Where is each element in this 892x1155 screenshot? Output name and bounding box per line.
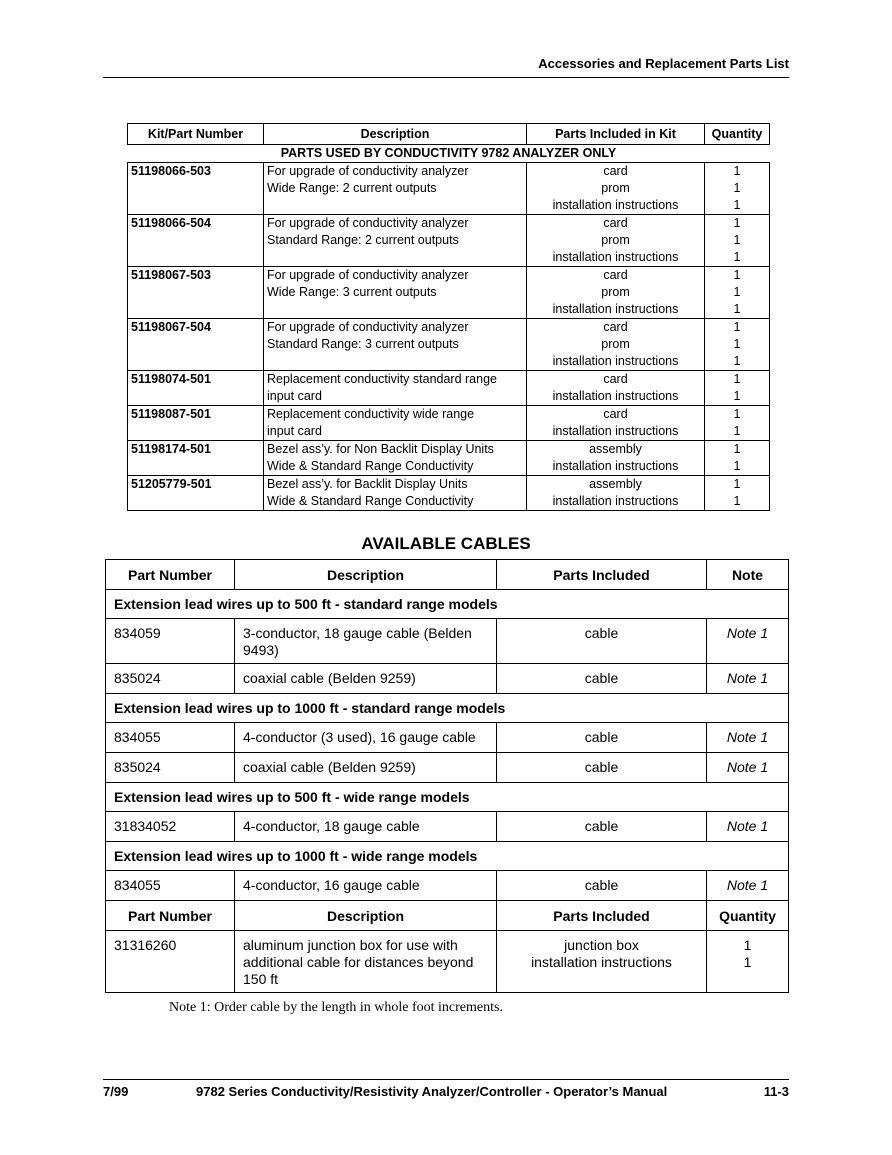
kit-quantity: 1: [705, 301, 770, 319]
cable-note: Note 1: [707, 871, 789, 901]
kit-parts-included: installation instructions: [527, 353, 705, 371]
cable-section-title: Extension lead wires up to 1000 ft - wide range models: [106, 842, 789, 871]
kit-description: Wide Range: 3 current outputs: [264, 284, 527, 301]
cable-description: 4-conductor, 16 gauge cable: [235, 871, 497, 901]
cables-col-description: Description: [235, 560, 497, 590]
cable-description: 3-conductor, 18 gauge cable (Belden 9493): [235, 619, 497, 664]
kit-part-number: [128, 301, 264, 319]
kit-parts-included: installation instructions: [527, 388, 705, 406]
kit-part-number: [128, 423, 264, 441]
cables2-col-description: Description: [235, 901, 497, 931]
kits-body: [128, 145, 770, 511]
kit-quantity: 1: [705, 319, 770, 337]
kit-row: [128, 423, 770, 441]
kit-row: [128, 284, 770, 301]
kit-row: [128, 441, 770, 459]
cables-title: AVAILABLE CABLES: [361, 534, 531, 553]
kit-part-number: [128, 388, 264, 406]
kit-row: [128, 249, 770, 267]
kit-part-number: [128, 493, 264, 511]
cable-parts-included: cable: [497, 812, 707, 842]
kit-description: For upgrade of conductivity analyzer: [264, 163, 527, 181]
kit-row: [128, 319, 770, 337]
kit-part-number: 51205779-501: [128, 476, 264, 494]
cables2-col-parts: Parts Included: [497, 901, 707, 931]
kit-quantity: 1: [705, 371, 770, 389]
kits-header-row: [128, 124, 770, 145]
kit-description: [264, 197, 527, 215]
cable-description: coaxial cable (Belden 9259): [235, 753, 497, 783]
kit-part-number: 51198067-504: [128, 319, 264, 337]
kit-row: [128, 476, 770, 494]
kits-col-quantity: Quantity: [705, 124, 770, 145]
kit-parts-included: card: [527, 163, 705, 181]
kit-quantity: 1: [705, 284, 770, 301]
section-header: Accessories and Replacement Parts List: [538, 56, 789, 71]
cable-parts-included: cable: [497, 753, 707, 783]
kit-parts-included: installation instructions: [527, 301, 705, 319]
cables-header-row-2: [106, 901, 789, 931]
kits-col-part: Kit/Part Number: [128, 124, 264, 145]
footer-divider: [103, 1079, 789, 1080]
junction-part-number: 31316260: [106, 931, 235, 993]
kit-description: Wide Range: 2 current outputs: [264, 180, 527, 197]
cable-parts-included: cable: [497, 664, 707, 694]
junction-part-line: junction box: [564, 937, 639, 953]
kit-parts-included: installation instructions: [527, 493, 705, 511]
cables-col-note: Note: [707, 560, 789, 590]
kits-section-row: [128, 145, 770, 163]
kit-part-number: [128, 232, 264, 249]
kit-quantity: 1: [705, 197, 770, 215]
kit-row: [128, 180, 770, 197]
kit-description: Bezel ass’y. for Non Backlit Display Units: [264, 441, 527, 459]
cable-section-title: Extension lead wires up to 1000 ft - standard range models: [106, 694, 789, 723]
kit-parts-included: card: [527, 215, 705, 233]
cable-parts-included: cable: [497, 723, 707, 753]
kit-description: Replacement conductivity standard range: [264, 371, 527, 389]
kit-parts-included: prom: [527, 180, 705, 197]
kit-row: [128, 163, 770, 181]
kit-row: [128, 458, 770, 476]
kit-quantity: 1: [705, 249, 770, 267]
kit-description: Wide & Standard Range Conductivity: [264, 458, 527, 476]
cable-part-number: 834055: [106, 871, 235, 901]
cable-row: [106, 753, 789, 783]
kit-part-number: [128, 458, 264, 476]
cables-header-row: [106, 560, 789, 590]
kit-quantity: 1: [705, 406, 770, 424]
kit-part-number: 51198074-501: [128, 371, 264, 389]
kit-parts-included: card: [527, 406, 705, 424]
kit-description: Replacement conductivity wide range: [264, 406, 527, 424]
footer-date: 7/99: [103, 1084, 129, 1099]
cable-part-number: 834055: [106, 723, 235, 753]
kit-parts-included: card: [527, 319, 705, 337]
header-divider: [103, 77, 789, 78]
kit-description: For upgrade of conductivity analyzer: [264, 215, 527, 233]
kit-description: Bezel ass’y. for Backlit Display Units: [264, 476, 527, 494]
kit-description: input card: [264, 423, 527, 441]
junction-box-row: [106, 931, 789, 993]
cables2-col-quantity: Quantity: [707, 901, 789, 931]
kit-description: [264, 353, 527, 371]
kit-parts-included: prom: [527, 336, 705, 353]
cable-note: Note 1: [707, 812, 789, 842]
kit-part-number: [128, 336, 264, 353]
cable-note: Note 1: [707, 753, 789, 783]
junction-description: aluminum junction box for use with additional cable for distances beyond 150 ft: [235, 931, 497, 993]
cable-part-number: 31834052: [106, 812, 235, 842]
kit-description: For upgrade of conductivity analyzer: [264, 319, 527, 337]
cable-description: 4-conductor, 18 gauge cable: [235, 812, 497, 842]
cable-section-row: [106, 842, 789, 871]
kit-description: Standard Range: 3 current outputs: [264, 336, 527, 353]
kit-part-number: [128, 353, 264, 371]
kit-row: [128, 197, 770, 215]
footer-manual-title: 9782 Series Conductivity/Resistivity Analyzer/Controller - Operator’s Manual: [196, 1084, 668, 1099]
cables-table: [105, 559, 789, 993]
cable-description: 4-conductor (3 used), 16 gauge cable: [235, 723, 497, 753]
cable-parts-included: cable: [497, 619, 707, 664]
cable-section-title: Extension lead wires up to 500 ft - wide range models: [106, 783, 789, 812]
kit-row: [128, 267, 770, 285]
kit-part-number: 51198067-503: [128, 267, 264, 285]
cables-body: [106, 560, 789, 993]
cable-row: [106, 619, 789, 664]
kit-row: [128, 353, 770, 371]
kit-parts-included: card: [527, 267, 705, 285]
kit-part-number: [128, 249, 264, 267]
kit-quantity: 1: [705, 388, 770, 406]
kit-part-number: [128, 197, 264, 215]
kit-part-number: 51198066-504: [128, 215, 264, 233]
cable-note: Note 1: [707, 664, 789, 694]
kit-part-number: [128, 284, 264, 301]
kit-parts-included: card: [527, 371, 705, 389]
cables2-col-part: Part Number: [106, 901, 235, 931]
cables-col-parts: Parts Included: [497, 560, 707, 590]
kit-row: [128, 301, 770, 319]
cable-row: [106, 871, 789, 901]
kit-description: For upgrade of conductivity analyzer: [264, 267, 527, 285]
kits-table: [127, 123, 770, 511]
cable-row: [106, 664, 789, 694]
footnote: Note 1: Order cable by the length in whole foot increments.: [169, 1000, 503, 1015]
kit-parts-included: assembly: [527, 441, 705, 459]
kit-row: [128, 232, 770, 249]
kit-row: [128, 406, 770, 424]
junction-parts-included: [497, 931, 707, 993]
kit-quantity: 1: [705, 267, 770, 285]
kit-quantity: 1: [705, 493, 770, 511]
kit-parts-included: installation instructions: [527, 249, 705, 267]
junction-qty-line: 1: [743, 937, 752, 953]
cable-note: Note 1: [707, 619, 789, 664]
kit-parts-included: prom: [527, 284, 705, 301]
kit-parts-included: installation instructions: [527, 458, 705, 476]
cable-section-title: Extension lead wires up to 500 ft - standard range models: [106, 590, 789, 619]
kit-row: [128, 371, 770, 389]
cable-section-row: [106, 694, 789, 723]
kits-col-description: Description: [264, 124, 527, 145]
kit-description: input card: [264, 388, 527, 406]
junction-quantity: [707, 931, 789, 993]
kit-quantity: 1: [705, 163, 770, 181]
junction-qty-line: 1: [743, 954, 752, 970]
kit-quantity: 1: [705, 180, 770, 197]
kit-description: [264, 301, 527, 319]
cable-part-number: 834059: [106, 619, 235, 664]
cable-section-row: [106, 783, 789, 812]
kit-description: Standard Range: 2 current outputs: [264, 232, 527, 249]
cable-part-number: 835024: [106, 753, 235, 783]
kit-part-number: 51198174-501: [128, 441, 264, 459]
cable-row: [106, 812, 789, 842]
kit-row: [128, 493, 770, 511]
kit-row: [128, 388, 770, 406]
kit-description: Wide & Standard Range Conductivity: [264, 493, 527, 511]
kit-quantity: 1: [705, 476, 770, 494]
cable-parts-included: cable: [497, 871, 707, 901]
kit-quantity: 1: [705, 232, 770, 249]
cable-note: Note 1: [707, 723, 789, 753]
kit-parts-included: prom: [527, 232, 705, 249]
kit-parts-included: installation instructions: [527, 197, 705, 215]
kit-part-number: 51198087-501: [128, 406, 264, 424]
kits-col-parts: Parts Included in Kit: [527, 124, 705, 145]
kits-section-title: PARTS USED BY CONDUCTIVITY 9782 ANALYZER ONLY: [280, 146, 617, 160]
kit-quantity: 1: [705, 423, 770, 441]
kit-quantity: 1: [705, 336, 770, 353]
cables-col-part: Part Number: [106, 560, 235, 590]
kit-row: [128, 336, 770, 353]
kit-part-number: 51198066-503: [128, 163, 264, 181]
footer-page-number: 11-3: [763, 1084, 789, 1099]
kit-quantity: 1: [705, 215, 770, 233]
junction-part-line: installation instructions: [531, 954, 672, 970]
kit-parts-included: assembly: [527, 476, 705, 494]
kit-parts-included: installation instructions: [527, 423, 705, 441]
cable-description: coaxial cable (Belden 9259): [235, 664, 497, 694]
kit-row: [128, 215, 770, 233]
kit-quantity: 1: [705, 353, 770, 371]
cable-section-row: [106, 590, 789, 619]
cable-row: [106, 723, 789, 753]
kit-quantity: 1: [705, 458, 770, 476]
kit-quantity: 1: [705, 441, 770, 459]
cable-part-number: 835024: [106, 664, 235, 694]
kit-part-number: [128, 180, 264, 197]
kit-description: [264, 249, 527, 267]
